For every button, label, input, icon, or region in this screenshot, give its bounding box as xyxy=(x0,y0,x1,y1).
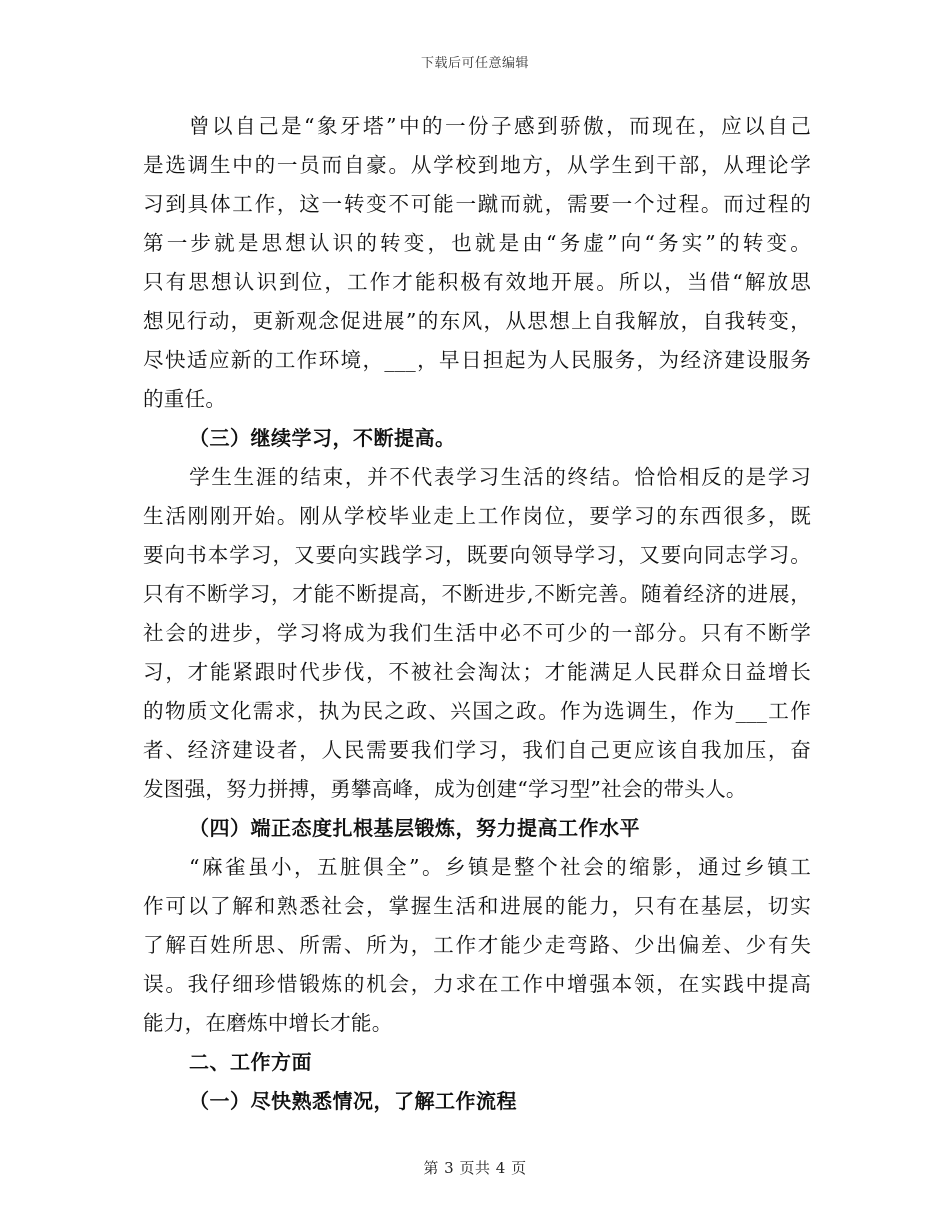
paragraph-line: 只有思想认识到位，工作才能积极有效地开展。所以，当借“解放思 xyxy=(143,270,811,294)
paragraph-line: 是选调生中的一员而自豪。从学校到地方，从学生到干部，从理论学 xyxy=(143,153,811,177)
section-heading-continue-learning: （三）继续学习，不断提高。 xyxy=(189,426,456,450)
paragraph-line: 尽快适应新的工作环境，___，早日担起为人民服务，为经济建设服务 xyxy=(143,348,811,372)
paragraph-line: 要向书本学习，又要向实践学习，既要向领导学习，又要向同志学习。 xyxy=(143,543,811,567)
paragraph-continue-learning xyxy=(143,458,811,809)
page-footer: 第 3 页共 4 页 xyxy=(423,1159,527,1177)
paragraph-line: 误。我仔细珍惜锻炼的机会，力求在工作中增强本领，在实践中提高 xyxy=(143,972,811,996)
section-heading-grassroots: （四）端正态度扎根基层锻炼，努力提高工作水平 xyxy=(189,816,640,840)
paragraph-line: 者、经济建设者，人民需要我们学习，我们自己更应该自我加压，奋 xyxy=(143,738,811,762)
paragraph-line: 发图强，努力拼搏，勇攀高峰，成为创建“学习型”社会的带头人。 xyxy=(143,777,747,801)
document-body xyxy=(143,107,811,1121)
paragraph-line: 只有不断学习，才能不断提高，不断进步,不断完善。随着经济的进展， xyxy=(143,582,811,606)
paragraph-line: 想见行动，更新观念促进展”的东风，从思想上自我解放，自我转变， xyxy=(143,309,811,333)
paragraph-line: 学生生涯的结束，并不代表学习生活的终结。恰恰相反的是学习 xyxy=(189,465,811,489)
paragraph-line: 曾以自己是“象牙塔”中的一份子感到骄傲，而现在，应以自己 xyxy=(189,114,811,138)
paragraph-line: 的物质文化需求，执为民之政、兴国之政。作为选调生，作为___工作 xyxy=(143,699,811,723)
paragraph-line: 了解百姓所思、所需、所为，工作才能少走弯路、少出偏差、少有失 xyxy=(143,933,811,957)
paragraph-grassroots xyxy=(143,848,811,1043)
paragraph-line: 习，才能紧跟时代步伐，不被社会淘汰；才能满足人民群众日益增长 xyxy=(143,660,811,684)
page-header: 下载后可任意编辑 xyxy=(420,56,529,71)
paragraph-line: 生活刚刚开始。刚从学校毕业走上工作岗位，要学习的东西很多，既 xyxy=(143,504,811,528)
subsection-heading-familiarize: （一）尽快熟悉情况，了解工作流程 xyxy=(189,1089,517,1113)
paragraph-line: 的重任。 xyxy=(143,387,227,411)
paragraph-line: 社会的进步，学习将成为我们生活中必不可少的一部分。只有不断学 xyxy=(143,621,811,645)
paragraph-line: 能力，在磨炼中增长才能。 xyxy=(143,1011,393,1035)
paragraph-line: 习到具体工作，这一转变不可能一蹴而就，需要一个过程。而过程的 xyxy=(143,192,811,216)
paragraph-line: 作可以了解和熟悉社会，掌握生活和进展的能力，只有在基层，切实 xyxy=(143,894,811,918)
section-heading-work: 二、工作方面 xyxy=(189,1050,312,1074)
paragraph-identity-shift xyxy=(143,107,811,419)
paragraph-line: 第一步就是思想认识的转变，也就是由“务虚”向“务实”的转变。 xyxy=(143,231,811,255)
paragraph-line: “麻雀虽小，五脏俱全”。乡镇是整个社会的缩影，通过乡镇工 xyxy=(189,855,811,879)
